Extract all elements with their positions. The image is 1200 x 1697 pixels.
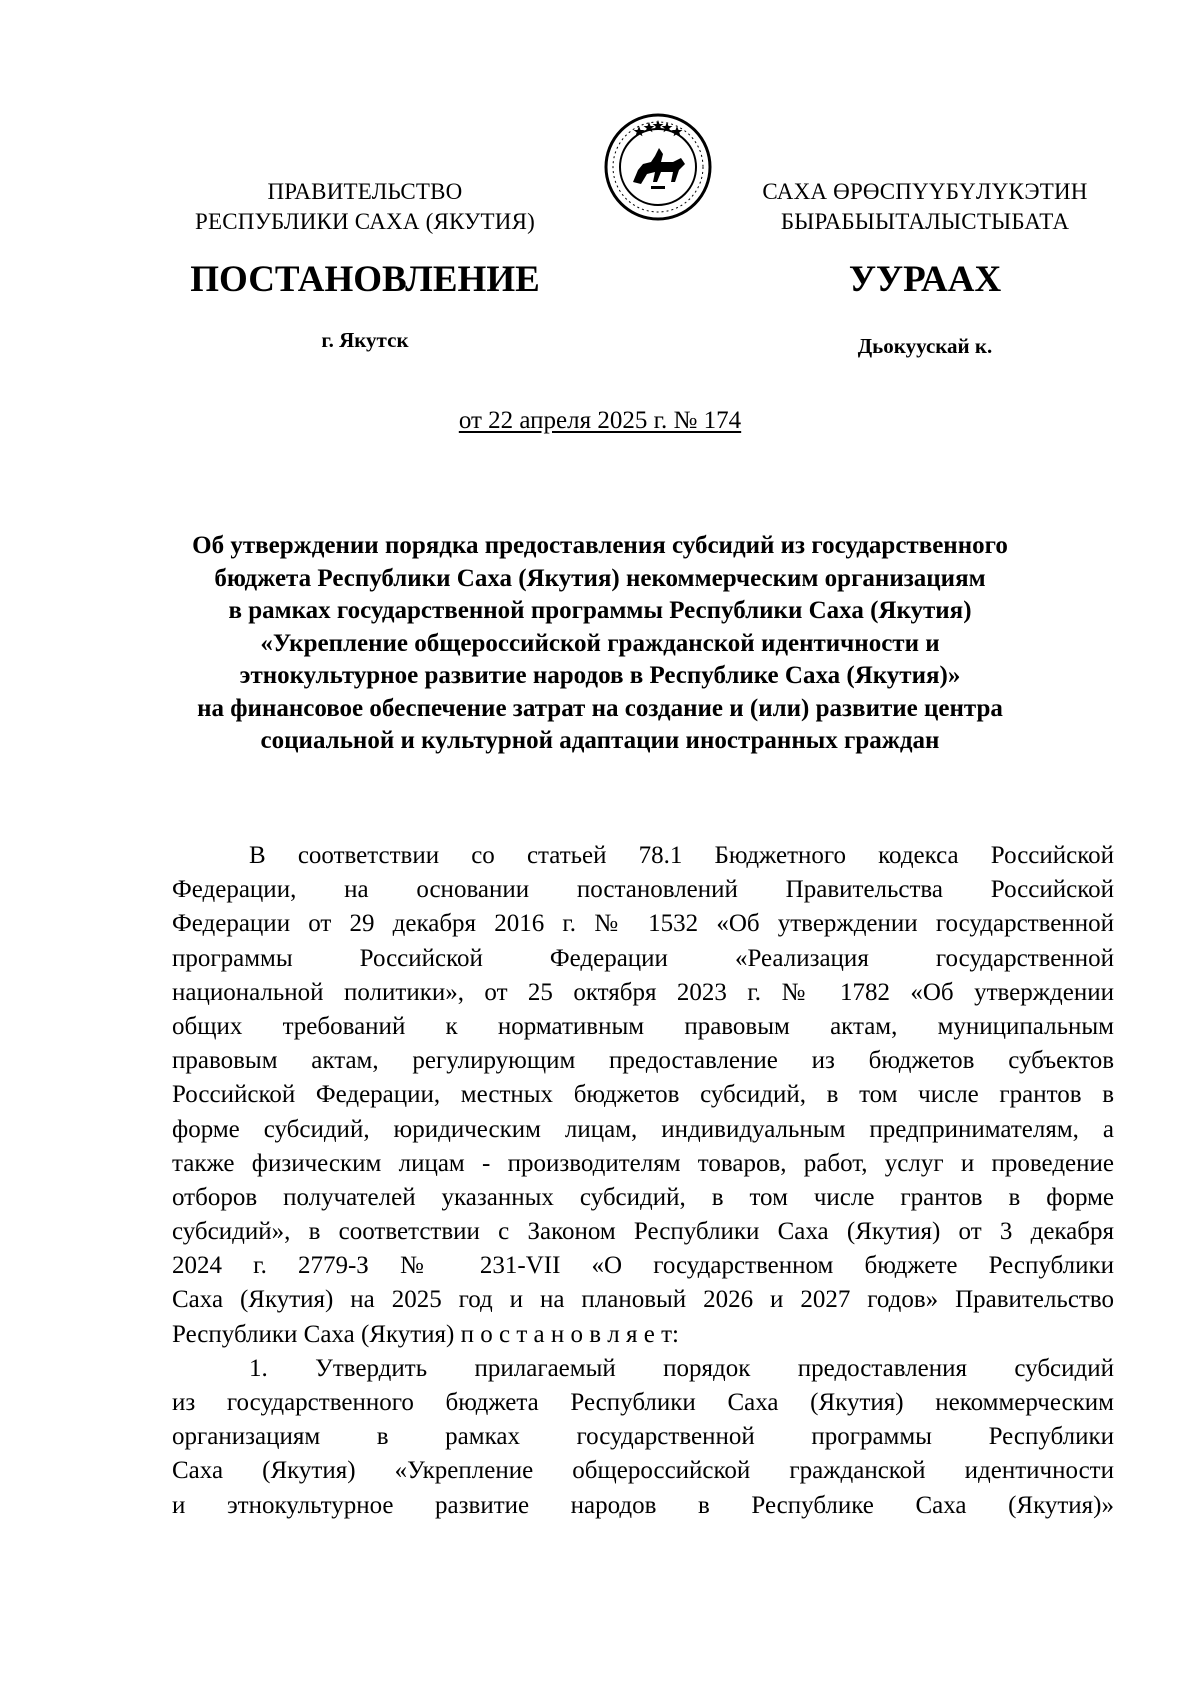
body-line: Российской Федерации, местных бюджетов субсидий, в том числе грантов в	[172, 1081, 1114, 1109]
body-line: Саха (Якутия) на 2025 год и на плановый 2026 и 2027 годов» Правительство	[172, 1286, 1114, 1314]
body-line: программы Российской Федерации «Реализация государственной	[172, 944, 1114, 972]
header-left	[180, 177, 550, 237]
body-line: форме субсидий, юридическим лицам, индивидуальным предпринимателям, а	[172, 1115, 1114, 1143]
document-body	[172, 839, 1114, 1523]
title-line: этнокультурное развитие народов в Республике Саха (Якутия)»	[239, 662, 961, 689]
city-left: г. Якутск	[321, 328, 409, 352]
body-line: правовым актам, регулирующим предоставление из бюджетов субъектов	[172, 1047, 1114, 1075]
body-line: 1. Утвердить прилагаемый порядок предоставления субсидий	[249, 1354, 1114, 1382]
header-left-line2: РЕСПУБЛИКИ САХА (ЯКУТИЯ)	[194, 209, 536, 234]
header-left-line1: ПРАВИТЕЛЬСТВО	[267, 179, 463, 204]
date-number	[0, 405, 1200, 437]
title-line: на финансовое обеспечение затрат на создание и (или) развитие центра	[197, 694, 1003, 722]
title-line: социальной и культурной адаптации иностранных граждан	[260, 727, 940, 754]
body-line: также физическим лицам - производителям товаров, работ, услуг и проведение	[172, 1149, 1114, 1177]
body-line: Республики Саха (Якутия) п о с т а н о в л я е т:	[172, 1320, 679, 1348]
body-line: Саха (Якутия) «Укрепление общероссийской гражданской идентичности	[172, 1457, 1114, 1485]
body-line: национальной политики», от 25 октября 2023 г. № 1782 «Об утверждении	[172, 978, 1114, 1006]
header-right	[740, 177, 1110, 237]
coat-of-arms-icon	[603, 112, 713, 222]
body-line: из государственного бюджета Республики Саха (Якутия) некоммерческим	[172, 1389, 1114, 1416]
body-line: общих требований к нормативным правовым актам, муниципальным	[172, 1012, 1114, 1040]
doc-kind-left: ПОСТАНОВЛЕНИЕ	[190, 259, 540, 300]
body-line: субсидий», в соответствии с Законом Республики Саха (Якутия) от 3 декабря	[172, 1218, 1114, 1246]
title-line: в рамках государственной программы Республики Саха (Якутия)	[228, 597, 972, 624]
document-title	[150, 530, 1050, 758]
title-line: Об утверждении порядка предоставления субсидий из государственного	[192, 532, 1008, 559]
body-line: и этнокультурное развитие народов в Республике Саха (Якутия)»	[172, 1491, 1114, 1519]
city-right: Дьокуускай к.	[857, 334, 993, 358]
title-line: «Укрепление общероссийской гражданской идентичности и	[260, 629, 940, 657]
body-line: 2024 г. 2779-З № 231-VII «О государственном бюджете Республики	[172, 1252, 1114, 1280]
doc-kind-right: УУРААХ	[848, 259, 1002, 300]
body-line: отборов получателей указанных субсидий, в том числе грантов в форме	[172, 1183, 1114, 1211]
title-line: бюджета Республики Саха (Якутия) некоммерческим организациям	[214, 564, 986, 592]
body-line: организациям в рамках государственной программы Республики	[172, 1423, 1114, 1451]
body-line: Федерации от 29 декабря 2016 г. № 1532 «Об утверждении государственной	[172, 910, 1114, 938]
header-right-line2: БЫРАБЫЫТАЛЫСТЫБАТА	[780, 209, 1070, 234]
date-number-text: от 22 апреля 2025 г. № 174	[458, 407, 742, 434]
header-right-line1: САХА ӨРӨСПҮҮБҮЛҮКЭТИН	[762, 179, 1088, 204]
body-line: Федерации, на основании постановлений Правительства Российской	[172, 876, 1114, 904]
body-line: В соответствии со статьей 78.1 Бюджетного кодекса Российской	[249, 842, 1114, 869]
